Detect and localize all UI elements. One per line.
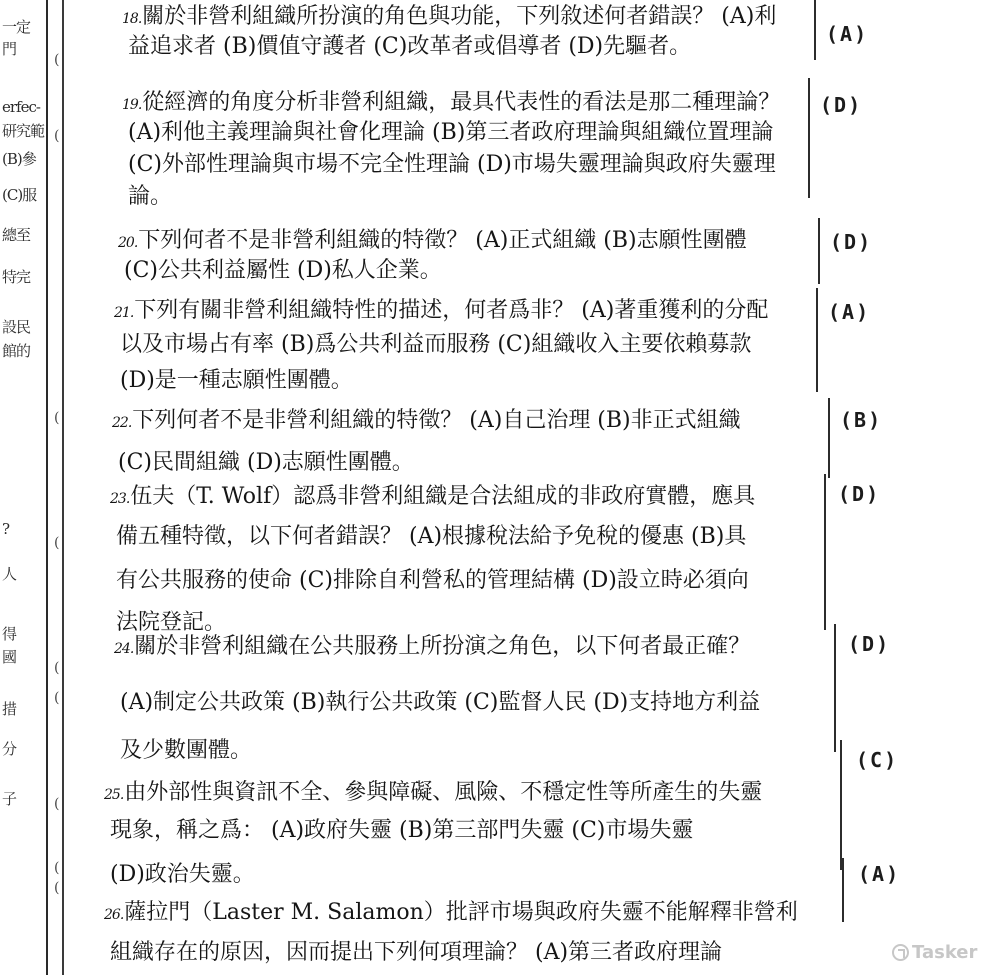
- margin-paren: (: [54, 128, 60, 144]
- question-text: 下列有關非營利組織特性的描述，何者爲非？ (A)著重獲利的分配: [134, 298, 769, 323]
- question-text: 有公共服務的使命 (C)排除自利營私的管理結構 (D)設立時必須向: [116, 568, 749, 593]
- question-text: 及少數團體。: [120, 738, 253, 763]
- answer-key: (D): [830, 230, 873, 254]
- question-line: [128, 32, 691, 62]
- question-line: [128, 150, 776, 180]
- question-line: [110, 938, 722, 968]
- answer-key: (C): [856, 748, 899, 772]
- question-number: 19.: [122, 97, 142, 113]
- question-first-line: [118, 226, 747, 258]
- margin-fragment: 國: [2, 648, 17, 666]
- question-text: 下列何者不是非營利組織的特徵？ (A)自己治理 (B)非正式組織: [132, 408, 741, 433]
- margin-fragment: 特完: [2, 268, 31, 286]
- question-line: [116, 566, 749, 596]
- answer-key: (A): [858, 862, 901, 886]
- question-number: 21.: [114, 305, 134, 321]
- question-text: (C)外部性理論與市場不完全性理論 (D)市場失靈理論與政府失靈理: [128, 152, 776, 177]
- question-first-line: [122, 88, 780, 120]
- question-number: 25.: [104, 787, 124, 803]
- question-text: 關於非營利組織所扮演的角色與功能，下列敘述何者錯誤？ (A)利: [142, 4, 777, 29]
- answer-key: (D): [838, 482, 881, 506]
- question-line: [120, 736, 252, 766]
- question-text: (A)制定公共政策 (B)執行公共政策 (C)監督人民 (D)支持地方利益: [120, 690, 761, 715]
- question-text: 益追求者 (B)價值守護者 (C)改革者或倡導者 (D)先驅者。: [128, 34, 692, 59]
- margin-fragment: 得: [2, 625, 17, 643]
- question-text: 關於非營利組織在公共服務上所扮演之角色，以下何者最正確？: [134, 634, 751, 659]
- margin-fragment: 一定: [2, 18, 31, 36]
- margin-fragment: 門: [2, 40, 17, 58]
- question-first-line: [114, 296, 768, 328]
- question-line: [124, 256, 442, 286]
- question-line: [120, 688, 760, 718]
- question-text: (C)公共利益屬性 (D)私人企業。: [124, 258, 442, 283]
- question-text: 薩拉門（Laster M. Salamon）批評市場與政府失靈不能解釋非營利: [124, 900, 798, 925]
- question-text: 由外部性與資訊不全、參與障礙、風險、不穩定性等所產生的失靈: [124, 780, 763, 805]
- margin-fragment: 人: [2, 565, 17, 583]
- margin-fragment: 設民: [2, 318, 31, 336]
- margin-paren: (: [54, 660, 60, 676]
- answer-divider: [824, 474, 826, 630]
- margin-paren: (: [54, 860, 60, 876]
- question-first-line: [122, 2, 776, 34]
- question-line: [128, 118, 773, 148]
- margin-fragment: 措: [2, 700, 17, 718]
- answer-divider: [814, 0, 816, 60]
- margin-paren: (: [54, 690, 60, 706]
- question-line: [110, 860, 255, 890]
- margin-fragment: erfec-: [2, 98, 40, 116]
- margin-paren: (: [54, 880, 60, 896]
- margin-fragment: 總至: [2, 226, 31, 244]
- answer-divider: [816, 288, 818, 392]
- answer-key: (A): [828, 300, 871, 324]
- question-text: 論。: [128, 184, 173, 209]
- answer-divider: [828, 398, 830, 478]
- question-number: 22.: [112, 415, 132, 431]
- question-number: 23.: [110, 491, 130, 507]
- question-text: 備五種特徵，以下何者錯誤？ (A)根據稅法給予免稅的優惠 (B)具: [116, 524, 747, 549]
- answer-divider: [842, 858, 844, 922]
- binding-line: [62, 0, 64, 975]
- question-number: 20.: [118, 235, 138, 251]
- question-text: (A)利他主義理論與社會化理論 (B)第三者政府理論與組織位置理論: [128, 120, 774, 145]
- answer-key: (D): [848, 632, 891, 656]
- question-line: [116, 522, 746, 552]
- question-first-line: [104, 898, 798, 930]
- margin-fragment: ?: [2, 520, 10, 538]
- question-text: (D)政治失靈。: [110, 862, 255, 887]
- answer-key: (D): [820, 93, 863, 117]
- question-first-line: [112, 406, 741, 438]
- question-text: 伍夫（T. Wolf）認爲非營利組織是合法組成的非政府實體，應具: [130, 484, 756, 509]
- question-line: [120, 366, 353, 396]
- margin-paren: (: [54, 410, 60, 426]
- margin-paren: (: [54, 796, 60, 812]
- question-text: (D)是一種志願性團體。: [120, 368, 353, 393]
- tasker-logo-icon: [892, 944, 909, 961]
- question-text: 下列何者不是非營利組織的特徵？ (A)正式組織 (B)志願性團體: [138, 228, 747, 253]
- answer-divider: [808, 78, 810, 198]
- watermark: [892, 942, 977, 963]
- question-line: [128, 182, 172, 212]
- margin-fragment: 研究範: [2, 122, 45, 140]
- question-number: 24.: [114, 641, 134, 657]
- question-text: 以及市場占有率 (B)爲公共利益而服務 (C)組織收入主要依賴募款: [120, 332, 752, 357]
- margin-fragment: 分: [2, 740, 17, 758]
- question-text: 從經濟的角度分析非營利組織，最具代表性的看法是那二種理論？: [142, 90, 781, 115]
- margin-fragment: 館的: [2, 342, 31, 360]
- question-line: [120, 330, 751, 360]
- question-first-line: [114, 632, 750, 664]
- question-text: 法院登記。: [116, 610, 227, 635]
- question-first-line: [104, 778, 762, 810]
- answer-divider: [834, 624, 836, 752]
- answer-divider: [818, 218, 820, 284]
- margin-paren: (: [54, 535, 60, 551]
- question-text: 現象，稱之爲： (A)政府失靈 (B)第三部門失靈 (C)市場失靈: [110, 818, 694, 843]
- answer-key: (B): [840, 408, 883, 432]
- question-line: [118, 448, 414, 478]
- question-first-line: [110, 482, 755, 514]
- watermark-text: Tasker: [912, 942, 978, 963]
- question-number: 26.: [104, 907, 124, 923]
- margin-paren: (: [54, 52, 60, 68]
- question-text: 組織存在的原因，因而提出下列何項理論？ (A)第三者政府理論: [110, 940, 723, 965]
- question-number: 18.: [122, 11, 142, 27]
- previous-page-margin: [0, 0, 48, 975]
- question-text: (C)民間組織 (D)志願性團體。: [118, 450, 414, 475]
- answer-key: (A): [826, 22, 869, 46]
- margin-fragment: (B)參: [2, 150, 36, 168]
- question-line: [110, 816, 693, 846]
- margin-fragment: (C)服: [2, 186, 37, 204]
- margin-fragment: 子: [2, 790, 17, 808]
- answer-divider: [840, 740, 842, 870]
